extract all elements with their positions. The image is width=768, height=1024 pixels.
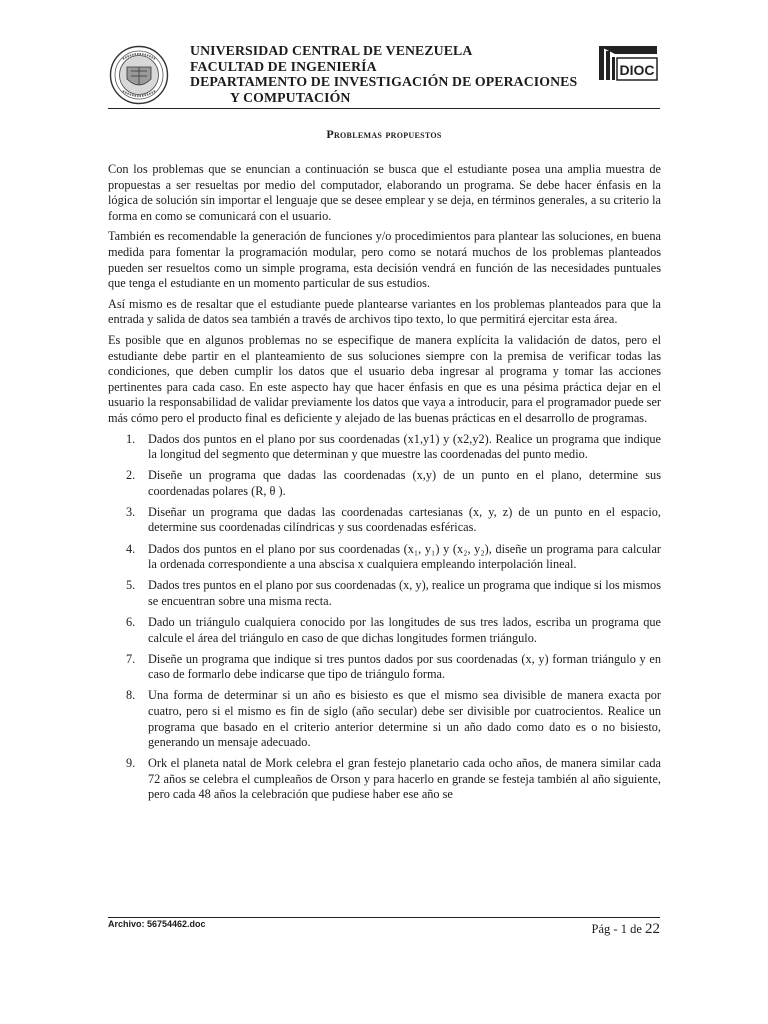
problem-number: 7. bbox=[126, 651, 136, 666]
problem-number: 4. bbox=[126, 541, 136, 556]
problem-item bbox=[108, 505, 661, 536]
svg-text:DIOC: DIOC bbox=[619, 62, 655, 78]
page-number-prefix: Pág - 1 de bbox=[591, 922, 642, 936]
page-total: 22 bbox=[645, 921, 660, 937]
problem-item bbox=[108, 756, 661, 803]
page-number bbox=[592, 921, 660, 938]
department-name-line2: Y COMPUTACIÓN bbox=[230, 89, 351, 105]
problem-item bbox=[108, 542, 661, 573]
intro-paragraph: También es recomendable la generación de funciones y/o procedimientos para plantear las soluciones, en buena medida para fomentar la programación modular, pero como se notará muchos de los problemas planteados pueden ser resueltos como un simple programa, esta decisión vendrá en función de las necesidades puntuales que tenga el estudiante en un momento particular de sus estudios. bbox=[108, 229, 661, 291]
university-seal-logo bbox=[109, 45, 169, 105]
problem-item bbox=[108, 652, 661, 683]
problem-number: 1. bbox=[126, 431, 136, 446]
problem-number: 3. bbox=[126, 504, 136, 519]
problem-text: Diseñe un programa que indique si tres puntos dados por sus coordenadas (x, y) forman triángulo y en caso de formarlo debe indicarse que tipo de triángulo forma. bbox=[148, 651, 661, 682]
page-title: Problemas propuestos bbox=[326, 127, 442, 141]
problem-text: Una forma de determinar si un año es bisiesto es que el mismo sea divisible de manera exacta por cuatro, pero si el mismo es fin de siglo (año secular) debe ser divisible por cuatrocientos. Realice un programa que basado en el criterio anterior determine si un año dado como dato es o no bisiesto, generando un mensaje adecuado. bbox=[148, 688, 661, 750]
intro-paragraph: Es posible que en algunos problemas no se especifique de manera explícita la validación de datos, pero el estudiante debe partir en el planteamiento de sus soluciones siempre con la premisa de verificar todas las condiciones, que deben cumplir los datos que el usuario deba ingresar al programa y tomar las acciones pertinentes para cada caso. En este aspecto hay que hacer énfasis en que es una pésima práctica dejar en el usuario la responsabilidad de validar previamente los datos que vaya a introducir, para el programador puede ser más cómo pero el producto final es deficiente y alejado de las buenas prácticas en el desarrollo de programas. bbox=[108, 332, 662, 425]
problem-item bbox=[108, 688, 661, 750]
problem-text: Diseñar un programa que dadas las coordenadas cartesianas (x, y, z) de un punto en el espacio, determine sus coordenadas cilíndricas y sus coordenadas esféricas. bbox=[148, 504, 661, 535]
problem-number: 6. bbox=[126, 614, 136, 629]
problem-item bbox=[108, 468, 661, 499]
faculty-name: FACULTAD DE INGENIERÍA bbox=[190, 58, 377, 74]
problem-text: Ork el planeta natal de Mork celebra el gran festejo planetario cada ocho años, de manera similar cada 72 años se celebra el cumpleaños de Orson y para hacerlo en grande se festeja también al año siguiente, pero cada 48 años la celebración que pudiese haber ese año se bbox=[148, 756, 661, 802]
intro-paragraph: Así mismo es de resaltar que el estudiante puede plantearse variantes en los problemas planteados para que la entrada y salida de datos sea también a través de archivos tipo texto, lo que permitirá ejercitar esta área. bbox=[108, 296, 661, 327]
university-name: UNIVERSIDAD CENTRAL DE VENEZUELA bbox=[190, 43, 473, 58]
intro-paragraph: Con los problemas que se enuncian a continuación se busca que el estudiante posea una amplia muestra de propuestas a ser resueltas por medio del computador, elaborando un programa. Se debe hacer énfasis en la lógica de solución sin importar el lenguaje que se desee emplear y se deja, en términos generales, a su criterio la forma en como se comunicará con el usuario. bbox=[108, 162, 661, 223]
problem-item bbox=[108, 615, 661, 646]
footer-filename: Archivo: 56754462.doc bbox=[108, 919, 206, 929]
problem-number: 5. bbox=[126, 578, 136, 593]
footer-divider bbox=[108, 917, 660, 918]
problem-item bbox=[108, 432, 661, 463]
problem-text: Dados dos puntos en el plano por sus coordenadas (x1,y1) y (x2,y2). Realice un programa que indique la longitud del segmento que determinan y que muestre las coordenadas del punto medio. bbox=[148, 431, 661, 462]
problem-text: Dado un triángulo cualquiera conocido por las longitudes de sus tres lados, escriba un programa que calcule el área del triángulo en caso de que dichas longitudes formen triángulo. bbox=[148, 614, 661, 645]
problem-list bbox=[108, 432, 661, 803]
problem-item bbox=[108, 578, 661, 609]
problem-number: 2. bbox=[126, 468, 136, 483]
dioc-logo bbox=[597, 44, 659, 82]
problem-text: Dados dos puntos en el plano por sus coordenadas (x₁, y₁) y (x₂, y₂), diseñe un programa para calcular la ordenada correspondiente a una abscisa x cualquiera empleando interpolación lineal. bbox=[148, 541, 661, 572]
problem-number: 8. bbox=[126, 688, 136, 703]
document-body bbox=[108, 162, 661, 808]
problem-text: Diseñe un programa que dadas las coordenadas (x,y) de un punto en el plano, determine sus coordenadas polares (R, θ ). bbox=[148, 468, 661, 498]
problem-text: Dados tres puntos en el plano por sus coordenadas (x, y), realice un programa que indique si los mismos se encuentran sobre una misma recta. bbox=[148, 578, 661, 608]
institution-header bbox=[190, 43, 577, 105]
problem-number: 9. bbox=[126, 756, 136, 771]
header-divider bbox=[108, 108, 660, 109]
department-name-line1: DEPARTAMENTO DE INVESTIGACIÓN DE OPERACIONES bbox=[190, 74, 578, 89]
